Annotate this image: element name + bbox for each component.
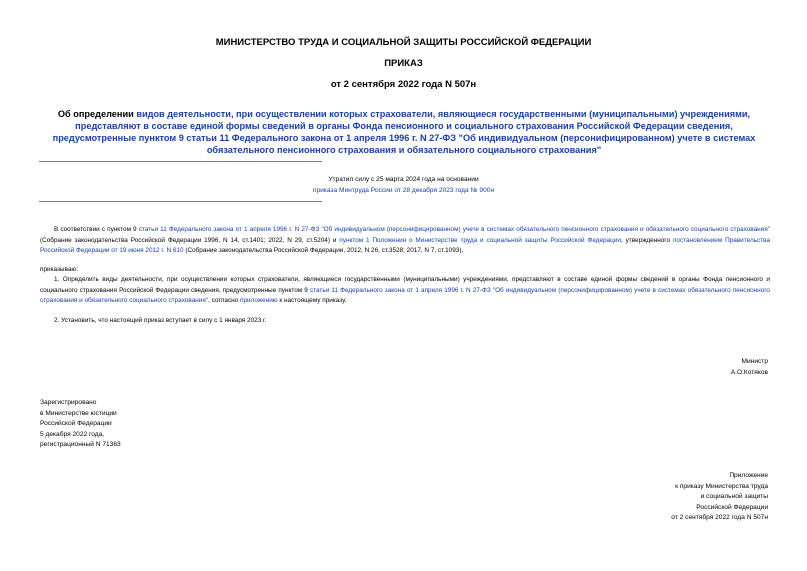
repeal-order-link[interactable]: приказа Минтруда России от 28 декабря 2023 года № 900н [312,187,495,194]
item-1-law-link[interactable]: статьи 11 Федерального закона от 1 апреля 1996 г. N 27-ФЗ "Об индивидуальном (персонифицированном) учете в системах обязательного пенсионного страхования и обязательного социального страхования" [40,286,770,304]
divider-top [39,161,322,162]
preamble-text-3: , утвержденного [620,236,673,244]
appendix-line: Российской Федерации [696,503,768,511]
ministry-regulation-link[interactable]: пунктом 1 Положения о Министерстве труда и социальной защиты Российской Федерации [339,236,621,244]
signature-role: Министр [741,358,768,365]
title-link[interactable]: видов деятельности, при осуществлении которых страхователи, являющиеся государственными (муниципальными) учреждениями, представляют в составе единой формы сведений в органы Фонда пенсионного и социального страхования Российской Федерации сведения, предусмотренные пунктом 9 статьи 11 Федерального закона от 1 апреля 1996 г. N 27-ФЗ "Об индивидуальном (персонифицированном) учете в системах обязательного пенсионного страхования и обязательного социального страхования" [52,109,756,155]
preamble-text-1: В соответствии с пунктом 9 [54,226,139,233]
item-1-text-3: к настоящему приказу. [277,297,347,304]
appendix-block [671,471,768,524]
status-note-line1: Утратил силу с 25 марта 2024 года на основании [328,176,479,183]
item-2-paragraph: 2. Установить, что настоящий приказ вступает в силу с 1 января 2023 г. [54,317,267,324]
registration-line: Зарегистрировано [40,399,97,406]
document-title [44,108,764,156]
item-1-text-2: , согласно [208,297,240,304]
item-1-text-1: 1. Определить виды деятельности, при осуществлении которых страхователи, являющиеся государственными (муниципальными) учреждениями, представляют в составе единой формы сведений в органы Фонда пенсионного и социального страхования Российской Федерации сведения, предусмотренные пунктом 9 [40,276,770,294]
preamble-text-4: (Собрание законодательства Российской Федерации, 2012, N 26, ст.3528; 2017, N 7, ст.1093), [183,247,464,254]
appendix-line: Приложение [729,472,768,479]
document-date-number: от 2 сентября 2022 года N 507н [330,79,477,90]
registration-line: Российской Федерации [40,420,112,427]
orders-label: приказываю: [40,266,78,273]
item-1-paragraph [40,275,770,307]
registration-line: в Министерстве юстиции [40,409,117,417]
preamble-text-2: (Собрание законодательства Российской Федерации 1996, N 14, ст.1401; 2022, N 29, ст.5204) и [40,236,340,244]
appendix-line: к приказу Министерства труда [675,482,768,490]
signature-block [731,357,768,378]
registration-block [40,398,121,451]
divider-bottom [39,201,322,202]
appendix-line: и социальной защиты [700,493,768,500]
preamble-paragraph [40,225,770,257]
title-prefix: Об определении [57,109,137,119]
signature-name: А.О.Котяков [730,368,768,376]
appendix-line: от 2 сентября 2022 года N 507н [671,514,768,521]
appendix-link[interactable]: приложению [240,297,278,304]
government-decree-link[interactable]: постановлением Правительства Российской Федерации от 19 июня 2012 г. N 610 [40,236,771,254]
document-type: ПРИКАЗ [384,58,423,69]
registration-line: 5 декабря 2022 года, [40,430,105,438]
registration-line: регистрационный N 71363 [40,441,121,448]
ministry-heading: МИНИСТЕРСТВО ТРУДА И СОЦИАЛЬНОЙ ЗАЩИТЫ РОССИЙСКОЙ ФЕДЕРАЦИИ [215,37,592,48]
law-article-link[interactable]: статьи 11 Федерального закона от 1 апреля 1996 г. N 27-ФЗ "Об индивидуальном (персонифицированном) учете в системах обязательного пенсионного страхования и обязательного социального страхования" [138,226,770,233]
